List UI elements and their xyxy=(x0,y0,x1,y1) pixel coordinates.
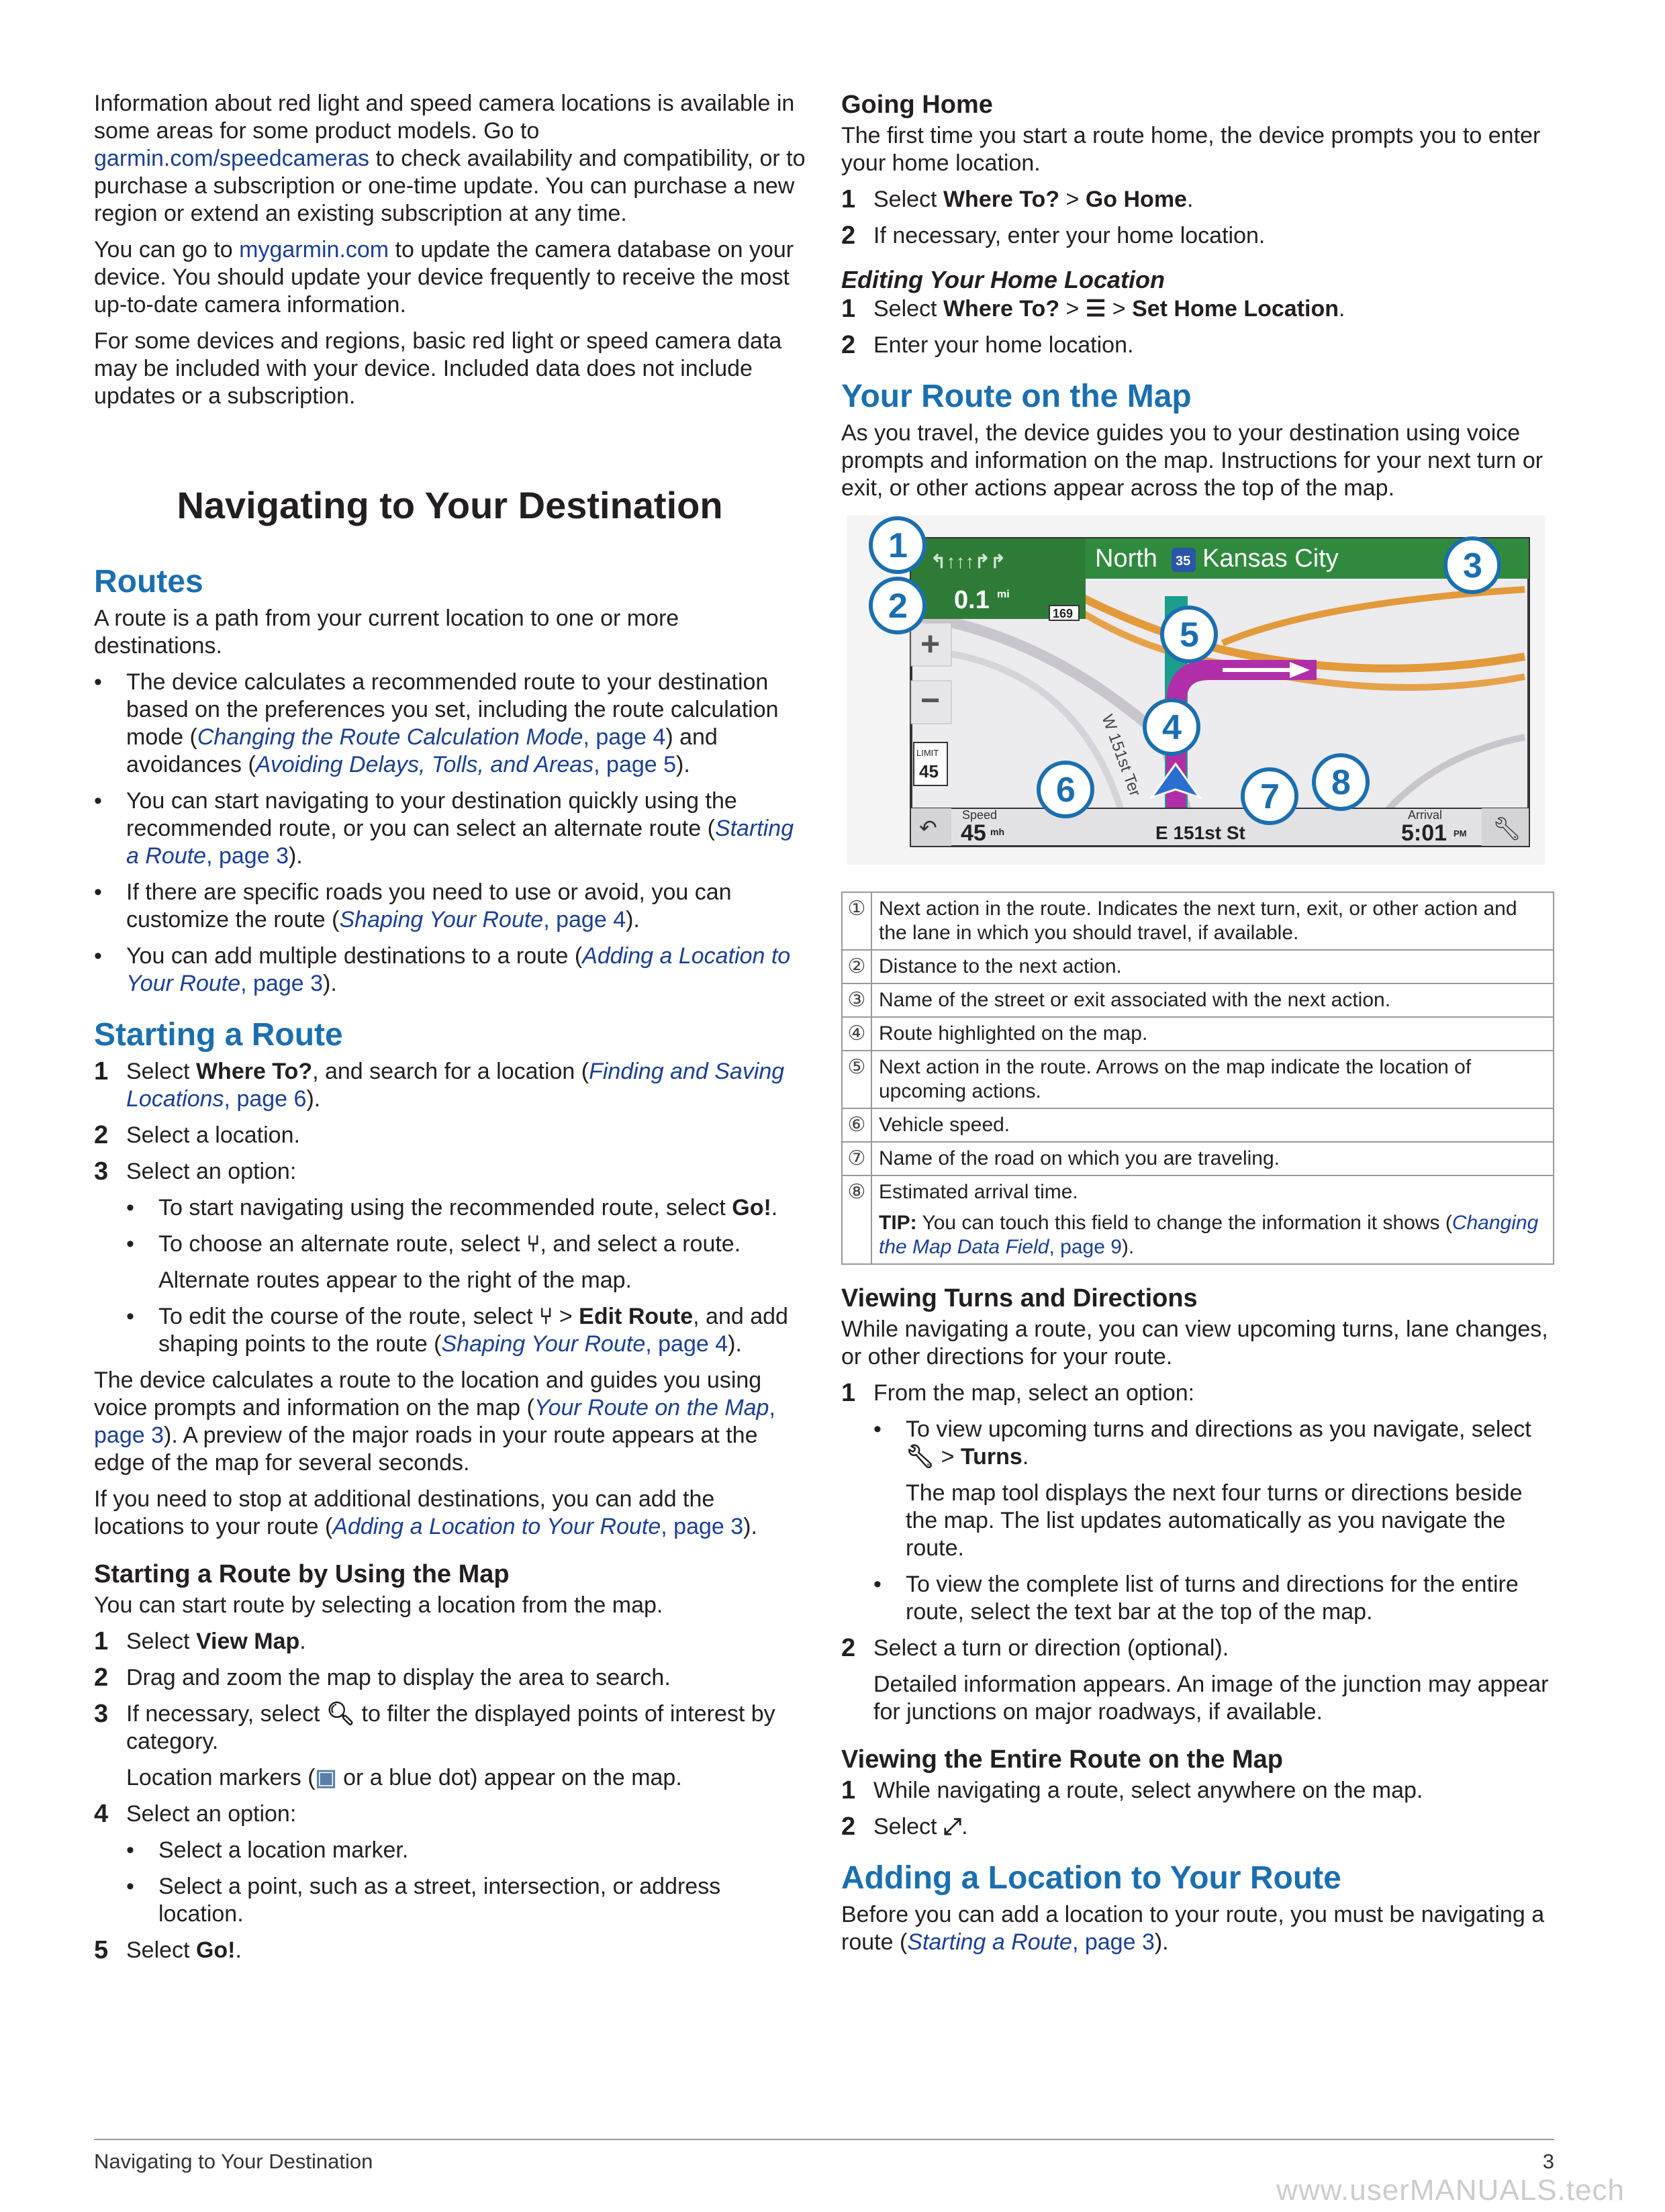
step-item: 1 Select Where To? > ☰ > Set Home Location. xyxy=(841,295,1345,323)
route-on-map-heading: Your Route on the Map xyxy=(841,379,1192,414)
route-guidance-paragraph: The device calculates a route to the location and guides you using voice prompts and information on the map (Your Route on the Map, page 3). A preview of the major roads in your route appears at the edge of the map for several seconds. xyxy=(94,1367,775,1476)
step-item: 2 Select ⤢. xyxy=(841,1813,968,1841)
table-row xyxy=(842,1017,1554,1051)
callout-number: ③ xyxy=(842,983,871,1017)
callout-description: Distance to the next action. xyxy=(871,950,1554,983)
alternate-routes-icon: ⑂ xyxy=(526,1231,540,1257)
editing-home-steps xyxy=(841,295,1554,359)
zoom-out-button[interactable]: − xyxy=(920,681,941,719)
routes-heading: Routes xyxy=(94,564,203,599)
mygarmin-link[interactable]: mygarmin.com xyxy=(239,237,389,262)
step-item: 1 Select Where To? > Go Home. xyxy=(841,185,1194,213)
callout-number: ① xyxy=(842,892,871,950)
table-row xyxy=(842,1142,1554,1175)
list-item: • To view upcoming turns and directions as you navigate, select 🔧︎ > Turns. The map tool displays the next four turns or directions beside the map. The list updates automatically as you navigate the route. xyxy=(873,1416,1554,1562)
step-item: 2 If necessary, enter your home location. xyxy=(841,222,1266,250)
table-row xyxy=(842,950,1554,983)
speedcameras-link[interactable]: garmin.com/speedcameras xyxy=(94,146,370,171)
callout-4 xyxy=(1145,700,1198,754)
zoom-in-button[interactable]: + xyxy=(920,625,941,663)
list-item: • You can add multiple destinations to a route (Adding a Location to Your Route, page 3). xyxy=(94,943,806,998)
list-item: • To view the complete list of turns and directions for the entire route, select the text bar at the top of the map. xyxy=(873,1571,1554,1626)
going-home-intro: The first time you start a route home, the device prompts you to enter your home location. xyxy=(841,123,1541,176)
arrival-value[interactable]: 5:01 xyxy=(1401,820,1447,846)
list-item: • If there are specific roads you need to use or avoid, you can customize the route (Shaping Your Route, page 4). xyxy=(94,879,806,934)
callout-description: Name of the road on which you are traveling. xyxy=(871,1142,1554,1175)
speed-value[interactable]: 45 xyxy=(961,820,986,846)
route-by-map-intro: You can start route by selecting a location from the map. xyxy=(94,1592,663,1618)
street-name: North xyxy=(1095,544,1157,573)
starting-route-link[interactable]: Starting a Route xyxy=(907,1929,1072,1955)
route-on-map-link[interactable]: Your Route on the Map xyxy=(534,1395,769,1421)
table-row xyxy=(842,983,1554,1017)
going-home-heading: Going Home xyxy=(841,91,993,119)
callout-8 xyxy=(1314,755,1368,809)
callout-description: Next action in the route. Indicates the next turn, exit, or other action and the lane in which you should travel, if available. xyxy=(871,892,1554,950)
svg-text:5: 5 xyxy=(1180,616,1199,655)
right-column xyxy=(841,90,1554,1965)
callout-number: ⑤ xyxy=(842,1051,871,1108)
callout-number: ② xyxy=(842,950,871,983)
callout-description: Name of the street or exit associated with the next action. xyxy=(871,983,1554,1017)
callout-legend-table xyxy=(841,892,1554,1265)
editing-home-heading: Editing Your Home Location xyxy=(841,266,1166,293)
entire-route-steps xyxy=(841,1777,1554,1841)
svg-text:8: 8 xyxy=(1331,763,1351,802)
step-item: 3 If necessary, select 🔍︎ to filter the displayed points of interest by category. Location markers (▣ or a blue dot) appear on the map. xyxy=(94,1700,806,1792)
svg-text:2: 2 xyxy=(888,587,908,626)
callout-1 xyxy=(871,518,924,572)
navigation-screen-image xyxy=(847,516,1545,865)
table-row xyxy=(842,1175,1554,1264)
city-name: Kansas City xyxy=(1202,544,1339,573)
callout-7 xyxy=(1243,769,1296,823)
wrench-icon: 🔧︎ xyxy=(906,1444,935,1470)
routes-list xyxy=(94,669,806,998)
list-item: • The device calculates a recommended route to your destination based on the preferences you set, including the route calculation mode (Changing the Route Calculation Mode, page 4) and avoidances (Avoiding Delays, Tolls, and Areas, page 5). xyxy=(94,669,806,779)
route-calculation-link[interactable]: Changing the Route Calculation Mode xyxy=(197,724,583,750)
shaping-route-link[interactable]: Shaping Your Route xyxy=(339,907,544,932)
adding-location-link[interactable]: Adding a Location to Your Route xyxy=(332,1514,661,1539)
svg-text:4: 4 xyxy=(1162,708,1182,747)
arrival-unit: PM xyxy=(1454,828,1467,838)
table-row xyxy=(842,1051,1554,1108)
speed-label: Speed xyxy=(962,808,998,822)
svg-text:35: 35 xyxy=(1176,554,1191,569)
svg-text:6: 6 xyxy=(1056,771,1076,810)
step-item: 1 Select View Map. xyxy=(94,1627,306,1655)
side-road-label: W 151st Ter xyxy=(1098,712,1145,799)
step-item: 2 Select a location. xyxy=(94,1121,300,1149)
routes-intro: A route is a path from your current location to one or more destinations. xyxy=(94,606,679,659)
callout-number: ④ xyxy=(842,1017,871,1051)
map-data-field-link[interactable]: Changing the Map Data Field xyxy=(879,1212,1539,1258)
callout-6 xyxy=(1039,763,1092,816)
list-item: • Select a point, such as a street, intersection, or address location. xyxy=(126,1873,806,1928)
list-item: • To edit the course of the route, select ⑂ > Edit Route, and add shaping points to the route (Shaping Your Route, page 4). xyxy=(126,1303,806,1358)
entire-route-heading: Viewing the Entire Route on the Map xyxy=(841,1745,1284,1774)
distance-value: 0.1 xyxy=(954,586,990,614)
chapter-title: Navigating to Your Destination xyxy=(177,484,723,526)
list-item: • To start navigating using the recommended route, select Go!. xyxy=(126,1194,806,1222)
adding-location-heading: Adding a Location to Your Route xyxy=(841,1860,1341,1896)
callout-3 xyxy=(1445,538,1499,592)
expand-map-icon: ⤢ xyxy=(943,1814,962,1839)
step-item: 2 Select a turn or direction (optional). Detailed information appears. An image of the junction may appear for junctions on major roadways, if available. xyxy=(841,1635,1554,1726)
callout-number: ⑦ xyxy=(842,1142,871,1175)
starting-route-steps xyxy=(94,1058,806,1358)
adding-location-link[interactable]: Adding a Location to Your Route xyxy=(126,943,791,996)
watermark: www.userMANUALS.tech xyxy=(1276,2174,1625,2207)
footer-section-title: Navigating to Your Destination xyxy=(94,2150,373,2173)
speed-unit: mh xyxy=(990,826,1004,837)
starting-route-link[interactable]: Starting a Route xyxy=(126,816,794,869)
step-item: 2 Enter your home location. xyxy=(841,331,1134,359)
callout-5 xyxy=(1162,608,1216,661)
step-item: 1 From the map, select an option: • To view upcoming turns and directions as you navigate, select 🔧︎ > Turns. The map tool displays the next four turns or directions beside the map. The list updates automatically as you navigate the route. • To view the complete list of turns and directions for the entire route, select the text bar at the top of the map. xyxy=(841,1380,1554,1626)
wrench-icon[interactable]: 🔧︎ xyxy=(1492,816,1522,842)
step-item: 1 While navigating a route, select anywhere on the map. xyxy=(841,1776,1423,1805)
distance-unit: mi xyxy=(997,589,1010,600)
additional-stops-paragraph: If you need to stop at additional destinations, you can add the locations to your route (Adding a Location to Your Route, page 3). xyxy=(94,1486,757,1539)
list-item: • Select a location marker. xyxy=(126,1837,806,1864)
tip-text: TIP: You can touch this field to change the information it shows (Changing the Map Data Field, page 9). xyxy=(879,1212,1539,1258)
finding-locations-link[interactable]: Finding and Saving Locations xyxy=(126,1059,785,1112)
callout-number: ⑥ xyxy=(842,1108,871,1142)
svg-text:1: 1 xyxy=(888,526,908,565)
note-text: Alternate routes appear to the right of the map. xyxy=(158,1267,632,1293)
step-item: 4 Select an option: • Select a location marker. • Select a point, such as a street, intersection, or address location. xyxy=(94,1800,806,1928)
limit-value: 45 xyxy=(919,761,939,781)
table-row xyxy=(842,892,1554,950)
table-row xyxy=(842,1108,1554,1142)
callout-description: Next action in the route. Arrows on the map indicate the location of upcoming actions. xyxy=(871,1051,1554,1108)
callout-description: Estimated arrival time. TIP: You can touch this field to change the information it shows (Changing the Map Data Field, page 9). xyxy=(871,1175,1554,1264)
route-by-map-steps xyxy=(94,1628,806,1964)
callout-description: Vehicle speed. xyxy=(871,1108,1554,1142)
going-home-steps xyxy=(841,186,1554,250)
left-column xyxy=(94,90,806,1973)
limit-label: LIMIT xyxy=(916,748,939,758)
road-marker: 169 xyxy=(1053,607,1074,620)
step-item: 5 Select Go!. xyxy=(94,1936,242,1964)
camera-data-paragraph: For some devices and regions, basic red light or speed camera data may be included with your device. Included data does not include updates or a subscription. xyxy=(94,328,782,409)
avoiding-delays-link[interactable]: Avoiding Delays, Tolls, and Areas xyxy=(255,752,594,777)
starting-route-heading: Starting a Route xyxy=(94,1017,343,1053)
step-item: 2 Drag and zoom the map to display the area to search. xyxy=(94,1664,671,1692)
callout-2 xyxy=(871,579,924,632)
map-illustration xyxy=(847,516,1545,865)
note-text: Location markers (▣ or a blue dot) appear on the map. xyxy=(126,1765,682,1790)
callout-number: ⑧ xyxy=(842,1175,871,1264)
page-footer xyxy=(94,2139,1554,2174)
viewing-turns-steps xyxy=(841,1380,1554,1726)
step-item: 1 Select Where To?, and search for a location (Finding and Saving Locations, page 6). xyxy=(94,1057,785,1112)
viewing-turns-intro: While navigating a route, you can view upcoming turns, lane changes, or other directions for your route. xyxy=(841,1316,1548,1369)
viewing-turns-heading: Viewing Turns and Directions xyxy=(841,1284,1198,1312)
lane-arrows-text: ↰↑↑↑↱↱ xyxy=(931,551,1006,572)
list-item: • To choose an alternate route, select ⑂, and select a route. Alternate routes appear to the right of the map. xyxy=(126,1231,806,1294)
location-marker-icon: ▣ xyxy=(315,1765,337,1790)
note-text: Detailed information appears. An image of the junction may appear for junctions on major roadways, if available. xyxy=(873,1672,1549,1725)
list-item: • You can start navigating to your destination quickly using the recommended route, or you can select an alternate route (Starting a Route, page 3). xyxy=(94,787,806,870)
current-road[interactable]: E 151st St xyxy=(1155,822,1245,843)
svg-text:7: 7 xyxy=(1260,777,1280,816)
shaping-route-link[interactable]: Shaping Your Route xyxy=(441,1331,646,1357)
arrival-label: Arrival xyxy=(1408,808,1443,822)
route-on-map-intro: As you travel, the device guides you to your destination using voice prompts and information on the map. Instructions for your next turn or exit, or other actions appear across the top of the map. xyxy=(841,420,1543,501)
camera-info-paragraph: Information about red light and speed camera locations is available in some areas for some product models. Go to garmin.com/speedcameras to check availability and compatibility, or to purchase a subscription or one-time update. You can purchase a new region or extend an existing subscription at any time. xyxy=(94,91,806,226)
camera-update-paragraph: You can go to mygarmin.com to update the camera database on your device. You should update your device frequently to receive the most up-to-date camera information. xyxy=(94,237,794,318)
alternate-routes-icon: ⑂ xyxy=(539,1304,553,1329)
search-icon: 🔍︎ xyxy=(326,1701,356,1727)
menu-icon: ☰ xyxy=(1085,296,1106,322)
back-icon[interactable]: ↶ xyxy=(919,816,937,840)
note-text: The map tool displays the next four turns or directions beside the map. The list updates automatically as you navigate the route. xyxy=(906,1480,1523,1561)
svg-text:3: 3 xyxy=(1463,546,1482,585)
callout-description: Route highlighted on the map. xyxy=(871,1017,1554,1051)
adding-location-intro: Before you can add a location to your route, you must be navigating a route (Starting a Route, page 3). xyxy=(841,1902,1545,1955)
route-by-map-heading: Starting a Route by Using the Map xyxy=(94,1560,510,1588)
page-number: 3 xyxy=(1542,2150,1554,2173)
step-item: 3 Select an option: • To start navigating using the recommended route, select Go!. • To choose an alternate route, select ⑂, and select a route. Alternate routes appear to the right of the map. • To edit the course of the route, select ⑂ > Edit Route, and add shaping points to the route (Shaping Your Route, page 4). xyxy=(94,1158,806,1358)
